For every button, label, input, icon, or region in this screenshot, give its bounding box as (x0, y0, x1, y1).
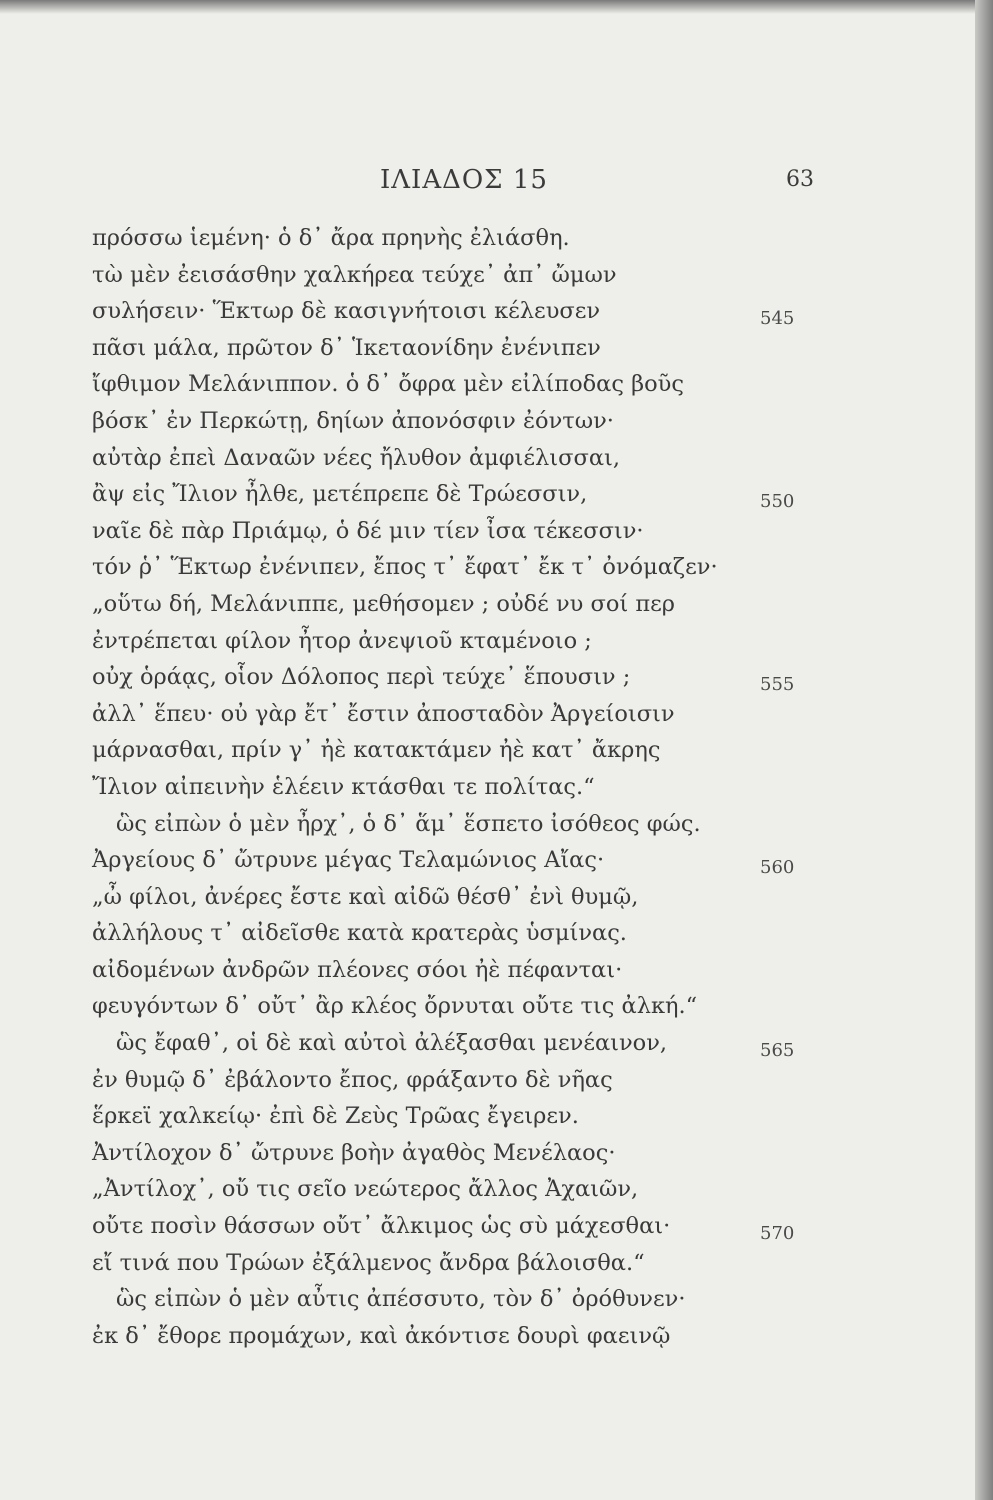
verse-line: ἀλλ᾽ ἕπευ· οὐ γὰρ ἔτ᾽ ἔστιν ἀποσταδὸν Ἀργείοισιν (92, 700, 675, 727)
verse-line: φευγόντων δ᾽ οὔτ᾽ ἂρ κλέος ὄρνυται οὔτε τις ἀλκή.“ (92, 993, 698, 1020)
verse-line: ἴφθιμον Μελάνιππον. ὁ δ᾽ ὄφρα μὲν εἰλίποδας βοῦς (92, 371, 684, 398)
line-number: 560 (760, 857, 795, 878)
verse-line: ἐν θυμῷ δ᾽ ἐβάλοντο ἔπος, φράξαντο δὲ νῆας (92, 1066, 613, 1093)
verse-line: ὣς εἰπὼν ὁ μὲν ἦρχ᾽, ὁ δ᾽ ἅμ᾽ ἕσπετο ἰσόθεος φώς. (116, 810, 701, 837)
verse-line: ἐκ δ᾽ ἔθορε προμάχων, καὶ ἀκόντισε δουρὶ φαεινῷ (92, 1322, 671, 1349)
line-number: 555 (760, 674, 795, 695)
running-title: ΙΛΙΑΔΟΣ 15 (380, 165, 548, 195)
verse-line: ἕρκεϊ χαλκείῳ· ἐπὶ δὲ Ζεὺς Τρῶας ἔγειρεν. (92, 1103, 579, 1130)
verse-text (92, 220, 795, 1354)
verse-line: Ἴλιον αἰπεινὴν ἑλέειν κτάσθαι τε πολίτας.“ (92, 773, 595, 800)
verse-line: οὐχ ὁράᾳς, οἷον Δόλοπος περὶ τεύχε᾽ ἕπουσιν ; (92, 664, 631, 691)
verse-line: οὔτε ποσὶν θάσσων οὔτ᾽ ἄλκιμος ὡς σὺ μάχεσθαι· (92, 1213, 671, 1240)
verse-line: αἰδομένων ἀνδρῶν πλέονες σόοι ἠὲ πέφανται· (92, 956, 623, 983)
line-number: 570 (760, 1223, 795, 1244)
verse-line: εἴ τινά που Τρώων ἐξάλμενος ἄνδρα βάλοισθα.“ (92, 1249, 645, 1276)
verse-line: ὣς εἰπὼν ὁ μὲν αὖτις ἀπέσσυτο, τὸν δ᾽ ὀρόθυνεν· (116, 1286, 686, 1313)
verse-line: βόσκ᾽ ἐν Περκώτῃ, δηίων ἀπονόσφιν ἐόντων· (92, 407, 614, 434)
line-number: 545 (760, 308, 795, 329)
verse-line: Ἀντίλοχον δ᾽ ὤτρυνε βοὴν ἀγαθὸς Μενέλαος· (92, 1139, 616, 1166)
verse-line: ἐντρέπεται φίλον ἦτορ ἀνεψιοῦ κταμένοιο ; (92, 627, 592, 654)
page-number: 63 (786, 167, 814, 192)
verse-line: τόν ῥ᾽ Ἕκτωρ ἐνένιπεν, ἔπος τ᾽ ἔφατ᾽ ἔκ τ᾽ ὀνόμαζεν· (92, 554, 718, 581)
line-number: 565 (760, 1040, 795, 1061)
verse-line: „Ἀντίλοχ᾽, οὔ τις σεῖο νεώτερος ἄλλος Ἀχαιῶν, (92, 1176, 639, 1203)
verse-line: μάρνασθαι, πρίν γ᾽ ἠὲ κατακτάμεν ἠὲ κατ᾽ ἄκρης (92, 737, 661, 764)
page-header (0, 165, 975, 205)
verse-line: „ὦ φίλοι, ἀνέρες ἔστε καὶ αἰδῶ θέσθ᾽ ἐνὶ θυμῷ, (92, 883, 639, 910)
verse-line: πρόσσω ἱεμένη· ὁ δ᾽ ἄρα πρηνὴς ἐλιάσθη. (92, 225, 570, 251)
verse-line: ναῖε δὲ πὰρ Πριάμῳ, ὁ δέ μιν τίεν ἶσα τέκεσσιν· (92, 517, 644, 544)
verse-line: πᾶσι μάλα, πρῶτον δ᾽ Ἱκεταονίδην ἐνένιπεν (92, 334, 601, 361)
verse-line: τὼ μὲν ἐεισάσθην χαλκήρεα τεύχε᾽ ἀπ᾽ ὤμων (92, 261, 617, 288)
verse-line: ἀλλήλους τ᾽ αἰδεῖσθε κατὰ κρατερὰς ὑσμίνας. (92, 920, 627, 947)
page-top-shadow (0, 0, 975, 14)
line-number: 550 (760, 491, 795, 512)
verse-line: αὐτὰρ ἐπεὶ Δαναῶν νέες ἤλυθον ἀμφιέλισσαι, (92, 444, 620, 471)
verse-line: „οὕτω δή, Μελάνιππε, μεθήσομεν ; οὐδέ νυ σοί περ (92, 590, 676, 617)
verse-line: ὣς ἔφαθ᾽, οἱ δὲ καὶ αὐτοὶ ἀλέξασθαι μενέαινον, (116, 1030, 668, 1057)
verse-line: συλήσειν· Ἕκτωρ δὲ κασιγνήτοισι κέλευσεν (92, 298, 601, 325)
verse-line: Ἀργείους δ᾽ ὤτρυνε μέγας Τελαμώνιος Αἴας· (92, 847, 605, 874)
page-edge (975, 0, 993, 1500)
verse-line: ἂψ εἰς Ἴλιον ἦλθε, μετέπρεπε δὲ Τρώεσσιν, (92, 481, 588, 508)
